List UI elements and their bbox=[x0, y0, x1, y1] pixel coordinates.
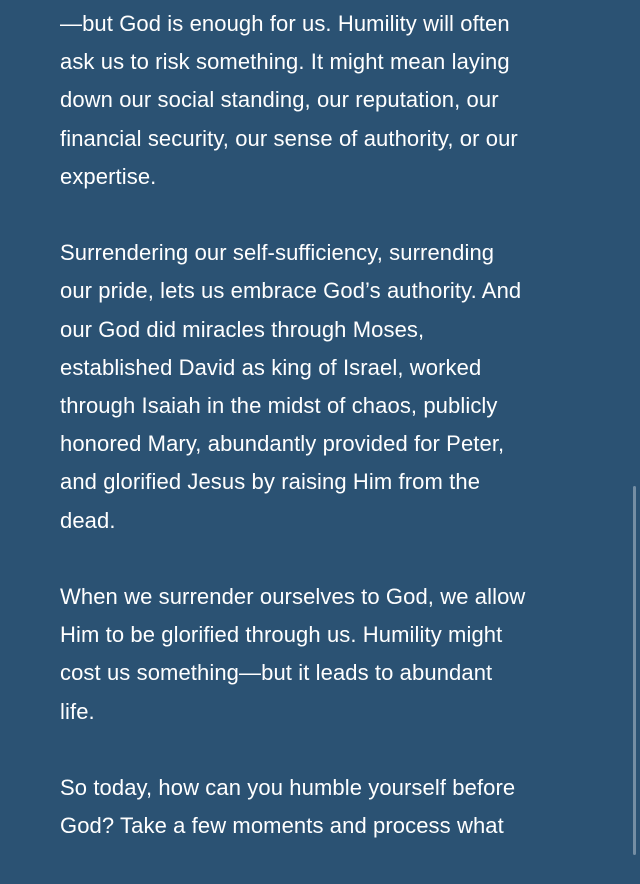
text-line: established David as king of Israel, worked bbox=[60, 354, 482, 380]
text-line: Him to be glorified through us. Humility might bbox=[60, 622, 503, 648]
paragraph-2 bbox=[60, 234, 600, 540]
text-line: expertise. bbox=[60, 163, 157, 189]
paragraph-4 bbox=[60, 769, 600, 845]
devotional-text bbox=[60, 5, 600, 884]
paragraph-3 bbox=[60, 578, 600, 731]
vertical-scrollbar[interactable] bbox=[633, 486, 636, 855]
text-line: So today, how can you humble yourself before bbox=[60, 775, 516, 801]
text-line: life. bbox=[60, 698, 95, 724]
text-line: our pride, lets us embrace God’s authority. And bbox=[60, 278, 522, 304]
text-line: dead. bbox=[60, 507, 116, 533]
text-line: ask us to risk something. It might mean laying bbox=[60, 49, 510, 75]
text-line: down our social standing, our reputation, our bbox=[60, 87, 499, 113]
text-line: honored Mary, abundantly provided for Peter, bbox=[60, 431, 505, 457]
text-line: When we surrender ourselves to God, we allow bbox=[60, 584, 526, 610]
text-line: our God did miracles through Moses, bbox=[60, 316, 425, 342]
text-line: God? Take a few moments and process what bbox=[60, 813, 504, 839]
text-line: financial security, our sense of authority, or our bbox=[60, 125, 518, 151]
text-line: cost us something—but it leads to abundant bbox=[60, 660, 493, 686]
text-line: through Isaiah in the midst of chaos, publicly bbox=[60, 393, 498, 419]
text-line: Surrendering our self-sufficiency, surrending bbox=[60, 240, 495, 266]
text-line: —but God is enough for us. Humility will often bbox=[60, 11, 510, 36]
paragraph-1 bbox=[60, 5, 600, 196]
text-line: and glorified Jesus by raising Him from the bbox=[60, 469, 481, 495]
